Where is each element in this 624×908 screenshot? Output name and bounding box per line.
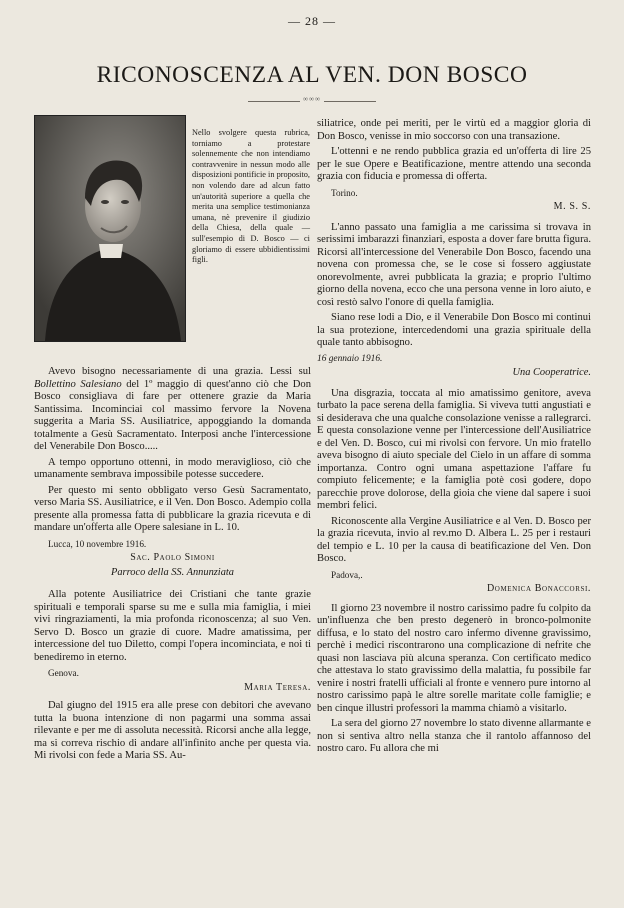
testimony-paragraph: Dal giugno del 1915 era alle prese con debitori che avevano tutta la buona intenzione di non pagarmi una somma assai rilevante e per me di assoluta necessità. Ricorsi anche alla legge, ma si correva rischio di andare all'infinito anche per questa via. Mi rivolsi con fede a Maria SS. Au- bbox=[34, 700, 311, 761]
testimony-paragraph: L'ottenni e ne rendo pubblica grazia ed un'offerta di lire 25 per le sue Opere e Beatificazione, mentre attendo una seconda grazia con fiducia e promessa di offerta. bbox=[317, 146, 591, 182]
bollettino-title: Bollettino Salesiano bbox=[34, 378, 122, 390]
testimony-place: Padova,. bbox=[331, 569, 363, 580]
portrait-photo bbox=[34, 115, 186, 342]
testimony-paragraph: Alla potente Ausiliatrice dei Cristiani che tante grazie spirituali e temporali sparse su me e sulla mia famiglia, i miei vivi ringraziamenti, la mia profonda riconoscenza; al suo Ven. Servo D. Bosco un grazie di cuore. Madre amatissima, per intercessione del tuo Diletto, compi l'opera incominciata, e noi ti benediremo in eterno. bbox=[34, 589, 311, 663]
testimony-place: Lucca, 10 novembre 1916. bbox=[48, 538, 147, 549]
ornament-line-right bbox=[324, 101, 376, 102]
testimony-paragraph: L'anno passato una famiglia a me carissima si trovava in serissimi imbarazzi finanziari, esposta a dover fare brutta figura. Ricorsi all'intercessione del Venerabile Don Bosco, facendo una novena con promessa che, se le cose si fossero aggiustate onorevolmente, avrei pubblicata la grazia; e proprio l'ultimo giorno della novena, ecco che una persona venne in loro aiuto, e così restò salvo l'onore di quella famiglia. bbox=[317, 221, 591, 308]
right-column bbox=[317, 118, 591, 759]
portrait-illustration bbox=[35, 116, 185, 341]
ornament-dots: ∞∞∞ bbox=[303, 95, 321, 103]
testimony-paragraph: Avevo bisogno necessariamente di una grazia. Lessi sul Bollettino Salesiano del 1º maggio di quest'anno ciò che Don Bosco consigliava di fare per ottenere grazie da Maria Santissima. Incominciai col massimo fervore la Novena suggerita a Maria SS. Ausiliatrice, appoggiando la domanda totalmente a Gesù Sacramentato. Interposi anche l'intercessione del Venerabile Don Bosco..... bbox=[34, 366, 312, 452]
testimony-place: Torino. bbox=[331, 187, 358, 198]
editorial-note: Nello svolgere questa rubrica, torniamo a protestare solennemente che non intendiamo contravvenire in nessun modo alle disposizioni pontificie in proposito, non volendo dare ad alcun fatto un'autorità superiore a quella che merita una semplice testimonianza umana, nè prevenire il giudizio della Chiesa, della quale — sull'esempio di D. Bosco — ci gloriamo di essere ubbidientissimi figli. bbox=[192, 128, 310, 265]
ornament-line-left bbox=[248, 101, 300, 102]
title-ornament bbox=[248, 96, 376, 106]
testimony-date: 16 gennaio 1916. bbox=[317, 353, 383, 364]
testimony-signature: Una Cooperatrice. bbox=[512, 367, 591, 378]
page-number: — 28 — bbox=[288, 14, 336, 28]
left-column bbox=[34, 366, 311, 766]
testimony-paragraph: Riconoscente alla Vergine Ausiliatrice e al Ven. D. Bosco per la grazia ricevuta, invio al rev.mo D. Albera L. 25 per i restauri del tempio e L. 10 per la causa di beatificazione del Ven. Don Bosco. bbox=[317, 515, 591, 564]
testimony-paragraph: Una disgrazia, toccata al mio amatissimo genitore, aveva turbato la pace serena della famiglia. Si viveva tutti angustiati e si desiderava che una qualche consolazione venisse a rallegrarci. E questa consolazione venne per l'intercessione dell'Ausiliatrice e del Ven. D. Bosco, cui mi rivolsi con fervore. Un mio fratello aveva bisogno di aiuto speciale del Cielo in un affare di somma importanza. Contro ogni umana aspettazione l'affare fu compiuto felicemente; e la famiglia potè così godere, dopo parecchie prove dolorose, della gioia che viene dal sapere i suoi membri felici. bbox=[317, 387, 591, 511]
testimony-signature-title: Parroco della SS. Annunziata bbox=[111, 566, 234, 578]
testimony-signature: M. S. S. bbox=[553, 201, 591, 212]
testimony-paragraph: A tempo opportuno ottenni, in modo meraviglioso, ciò che umanamente sembrava impossibile potesse succedere. bbox=[34, 456, 311, 480]
testimony-paragraph: siliatrice, onde pei meriti, per le virtù ed a maggior gloria di Don Bosco, venisse in mio soccorso con una transazione. bbox=[317, 118, 591, 142]
testimony-place: Genova. bbox=[48, 668, 79, 678]
page-title: RICONOSCENZA AL VEN. DON BOSCO bbox=[96, 62, 528, 88]
testimony-paragraph: Per questo mi sento obbligato verso Gesù Sacramentato, verso Maria SS. Ausiliatrice, e il Ven. Don Bosco. Adempio colla presente alla promessa fatta di pubblicare la grazia ricevuta e di mandare un'offerta alle Opere salesiane in L. 10. bbox=[34, 484, 311, 533]
testimony-paragraph: Siano rese lodi a Dio, e il Venerabile Don Bosco mi continui la sua protezione, intercedendomi una grazia spirituale della quale tanto abbisogno. bbox=[317, 312, 591, 348]
testimony-signature: Sac. Paolo Simoni bbox=[130, 552, 215, 563]
testimony-signature: Maria Teresa. bbox=[244, 681, 311, 693]
testimony-paragraph: Il giorno 23 novembre il nostro carissimo padre fu colpito da un'influenza che ben presto degenerò in bronco-polmonite diffusa, e lo stato del nostro caro infermo divenne gravissimo, perchè i medici riscontrarono una complicazione di nefrite che quasi non lasciava più alcuna speranza. Con certificato medico che attestava lo stato gravissimo della malattia, fu possibile far venire i nostri fratelli ufficiali al fronte e vennero pure intorno al nostro carissimo papà le altre sorelle maritate colle famiglie; e ben cinque illustri professori la mamma chiamò a visitarlo. bbox=[317, 602, 591, 714]
testimony-signature: Domenica Bonaccorsi. bbox=[486, 583, 591, 594]
testimony-paragraph: La sera del giorno 27 novembre lo stato divenne allarmante e non si sentiva altro nella stanza che il rantolo affannoso del nostro caro. Fu allora che mi bbox=[317, 718, 591, 754]
